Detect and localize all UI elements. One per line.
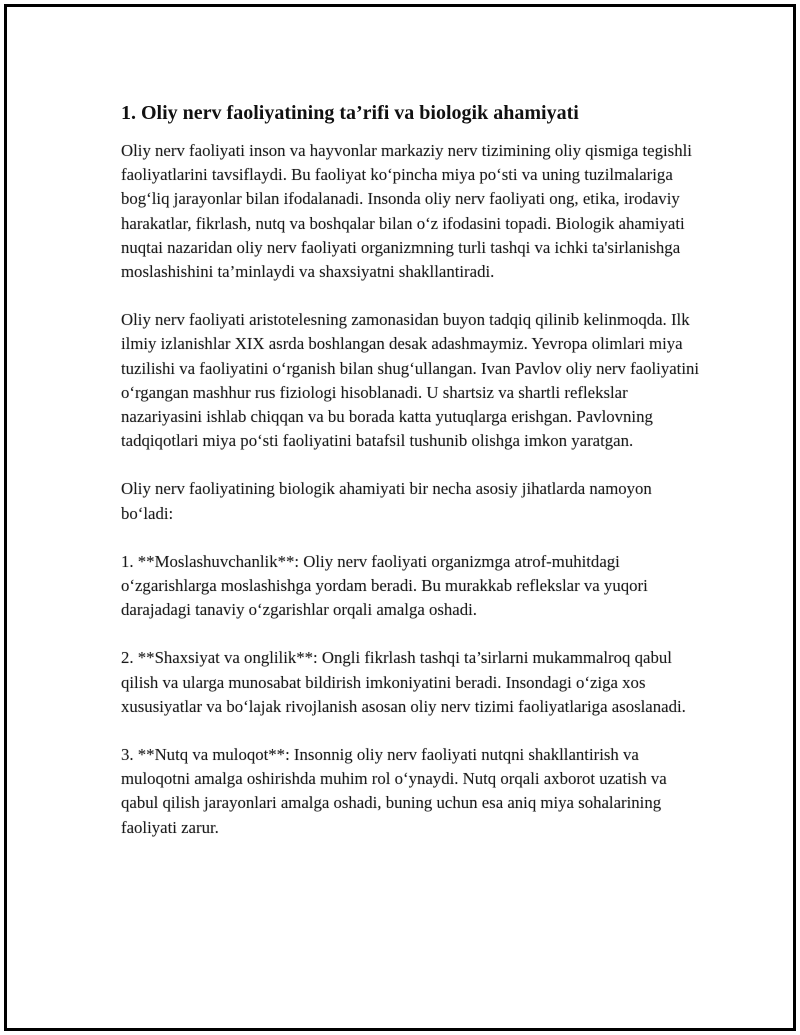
section-heading: 1. Oliy nerv faoliyatining ta’rifi va biologik ahamiyati bbox=[121, 102, 579, 124]
list-item-speech: 3. **Nutq va muloqot**: Insonnig oliy nerv faoliyati nutqni shakllantirish va muloqotni amalga oshirishda muhim rol o‘ynaydi. Nutq orqali axborot uzatish va qabul qilish jarayonlari amalga oshadi, buning uchun esa aniq miya sohalarining faoliyati zarur. bbox=[121, 745, 667, 837]
list-item-personality: 2. **Shaxsiyat va onglilik**: Ongli fikrlash tashqi ta’sirlarni mukammalroq qabul qilish va ularga munosabat bildirish imkoniyatini beradi. Insondagi o‘ziga xos xususiyatlar va bo‘lajak rivojlanish asosan oliy nerv tizimi faoliyatlariga asoslanadi. bbox=[121, 648, 686, 716]
paragraph-definition: Oliy nerv faoliyati inson va hayvonlar markaziy nerv tizimining oliy qismiga tegishli faoliyatlarini tavsiflaydi. Bu faoliyat ko‘pincha miya po‘sti va uning tuzilmalariga bog‘liq jarayonlar bilan ifodalanadi. Insonda oliy nerv faoliyati ong, etika, irodaviy harakatlar, fikrlash, nutq va boshqalar bilan o‘z ifodasini topadi. Biologik ahamiyati nuqtai nazaridan oliy nerv faoliyati organizmning turli tashqi va ichki ta'sirlanishga moslashishini ta’minlaydi va shaxsiyatni shakllantiradi. bbox=[121, 141, 692, 282]
page-border bbox=[4, 4, 796, 1031]
paragraph-intro-list: Oliy nerv faoliyatining biologik ahamiyati bir necha asosiy jihatlarda namoyon bo‘ladi: bbox=[121, 479, 652, 523]
document-body bbox=[121, 99, 701, 864]
paragraph-history: Oliy nerv faoliyati aristotelesning zamonasidan buyon tadqiq qilinib kelinmoqda. Ilk ilmiy izlanishlar XIX asrda boshlangan desak adashmaymiz. Yevropa olimlari miya tuzilishi va faoliyatini o‘rganish bilan shug‘ullangan. Ivan Pavlov oliy nerv faoliyatini o‘rgangan mashhur rus fiziologi hisoblanadi. U shartsiz va shartli reflekslar nazariyasini ishlab chiqqan va bu borada katta yutuqlarga erishgan. Pavlovning tadqiqotlari miya po‘sti faoliyatini batafsil tushunib olishga imkon yaratgan. bbox=[121, 310, 700, 451]
list-item-adaptability: 1. **Moslashuvchanlik**: Oliy nerv faoliyati organizmga atrof-muhitdagi o‘zgarishlarga moslashishga yordam beradi. Bu murakkab reflekslar va yuqori darajadagi tanaviy o‘zgarishlar orqali amalga oshadi. bbox=[121, 551, 648, 620]
